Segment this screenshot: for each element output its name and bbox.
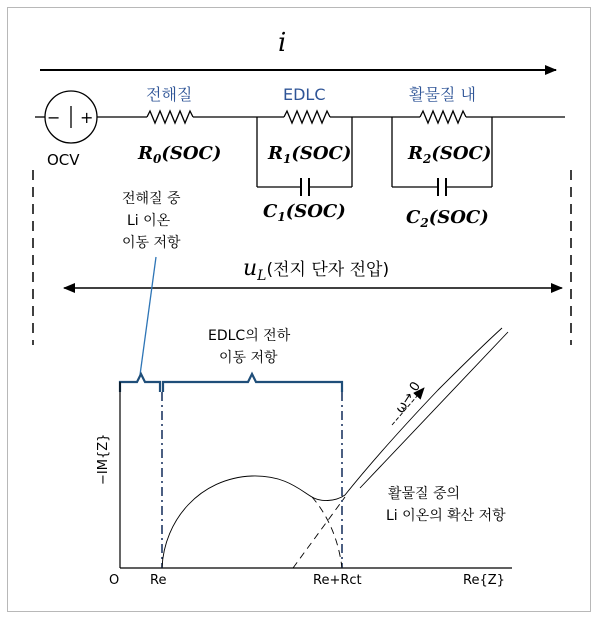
- li-resistance-line1: 전해질 중: [122, 191, 181, 207]
- edlc-resistance-line2: 이동 저항: [219, 350, 278, 366]
- plot-ylabel: −IM{Z}: [96, 433, 111, 485]
- li-leader-line: [140, 257, 156, 375]
- r1-label: $R_1(SOC)$: [268, 143, 352, 166]
- re-bracket: [120, 374, 160, 392]
- omega-label: ω→ 0: [392, 379, 424, 417]
- edlc-heading: EDLC: [283, 85, 326, 104]
- electrolyte-heading: 전해질: [146, 85, 193, 104]
- diffusion-line1: 활물질 중의: [388, 486, 461, 502]
- current-label: i: [278, 28, 287, 58]
- r0-label: $R_0(SOC)$: [138, 143, 222, 166]
- warburg-extension: [293, 497, 345, 568]
- nyquist-semicircle: [162, 328, 502, 568]
- c1-label: $C_1(SOC)$: [263, 201, 346, 224]
- r2-label: $R_2(SOC)$: [408, 143, 492, 166]
- plot-tick-re: Re: [150, 573, 167, 588]
- plot-tick-rerct: Re+Rct: [313, 573, 362, 588]
- plot-origin: O: [109, 573, 120, 588]
- edlc-resistance-line1: EDLC의 전하: [208, 328, 291, 344]
- plot-xlabel: Re{Z}: [463, 573, 505, 588]
- warburg-upper-line: [360, 332, 508, 488]
- diffusion-line2: Li 이온의 확산 저항: [386, 508, 506, 524]
- li-resistance-line3: 이동 저항: [122, 235, 181, 251]
- active-heading: 활물질 내: [409, 85, 476, 104]
- ocv-plus: +: [80, 108, 94, 127]
- ocv-minus: −: [47, 108, 61, 127]
- li-resistance-line2: Li 이온: [127, 213, 171, 229]
- terminal-voltage-label: $u_L^{(전지 단자 전압)}$: [243, 256, 390, 284]
- c2-label: $C_2(SOC)$: [406, 207, 489, 230]
- ocv-label: OCV: [47, 151, 80, 169]
- rct-bracket: [163, 374, 342, 392]
